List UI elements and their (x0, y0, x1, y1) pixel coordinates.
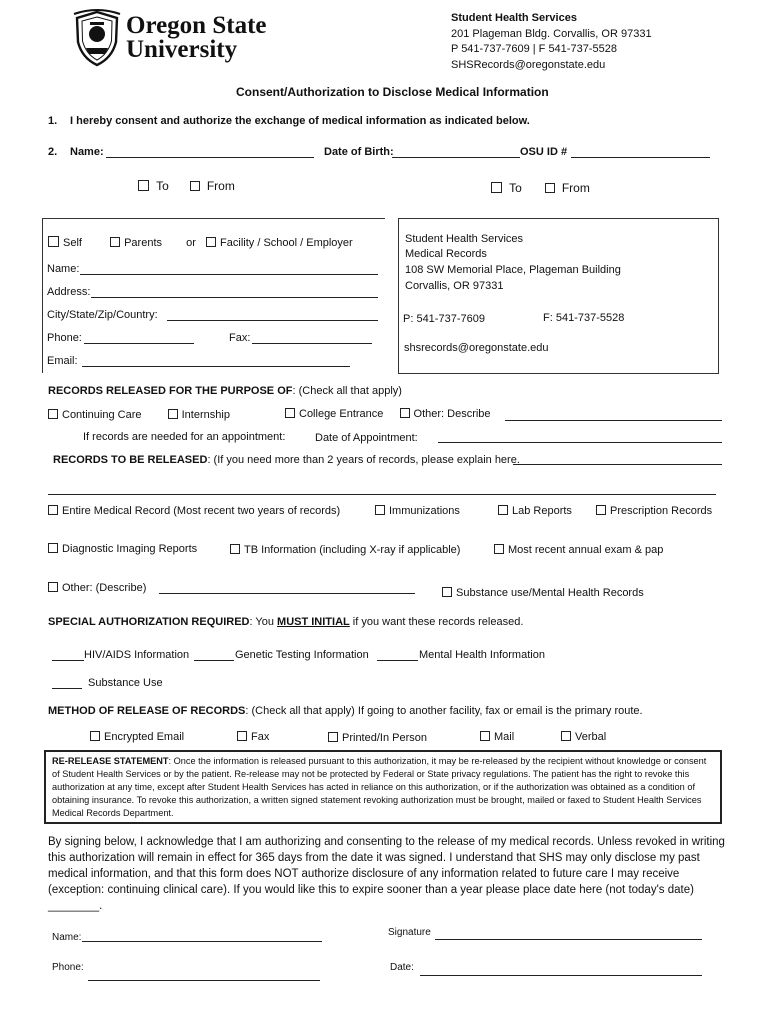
signature-label: Signature (388, 927, 431, 938)
substance-mh-checkbox[interactable] (442, 587, 452, 597)
recipient-address-line[interactable] (91, 297, 378, 298)
purpose-options (48, 409, 230, 421)
recipient-fax-label: Fax: (229, 332, 251, 344)
verbal-checkbox[interactable] (561, 731, 571, 741)
shs-email: SHSRecords@oregonstate.edu (451, 59, 606, 71)
substance-initial-line[interactable] (52, 688, 82, 689)
email-method-option (90, 731, 184, 743)
entire-record-checkbox[interactable] (48, 505, 58, 515)
special-auth-heading: SPECIAL AUTHORIZATION REQUIRED: You MUST INITIAL if you want these records released. (48, 616, 524, 628)
form-title: Consent/Authorization to Disclose Medical Information (236, 85, 549, 99)
college-entrance-label: College Entrance (299, 408, 384, 420)
university-logo-text: Oregon State University (126, 12, 267, 63)
purpose-heading: RECORDS RELEASED FOR THE PURPOSE OF: (Check all that apply) (48, 385, 402, 397)
shs-box-line1: Student Health Services (405, 233, 524, 245)
internship-checkbox[interactable] (168, 409, 178, 419)
annual-exam-label: Most recent annual exam & pap (508, 544, 664, 556)
college-entrance-option (285, 408, 491, 420)
immunizations-label: Immunizations (389, 505, 460, 517)
osu-id-label: OSU ID # (520, 146, 568, 158)
tb-label: TB Information (including X-ray if applicable) (244, 544, 461, 556)
shs-box-line3: 108 SW Memorial Place, Plageman Building (405, 264, 621, 276)
mail-checkbox[interactable] (480, 731, 490, 741)
shs-box-line4: Corvallis, OR 97331 (405, 280, 504, 292)
genetic-initial-line[interactable] (194, 660, 234, 661)
annual-exam-checkbox[interactable] (494, 544, 504, 554)
substance-mh-option (442, 587, 644, 599)
substance-label: Substance Use (88, 677, 163, 689)
verbal-method-option (561, 731, 606, 743)
shs-box-email: shsrecords@oregonstate.edu (404, 342, 549, 354)
appointment-note: If records are needed for an appointment: (83, 431, 286, 443)
lab-reports-checkbox[interactable] (498, 505, 508, 515)
tb-checkbox[interactable] (230, 544, 240, 554)
continuing-care-checkbox[interactable] (48, 409, 58, 419)
acknowledgement-text: By signing below, I acknowledge that I am authorizing and consenting to the release of my medical records. Unless revoked in writing this authorization will remain in effect for 365 days from the date it was signed. I understand that SHS may only disclose my past medical information, and that this form does NOT authorize disclosure of any information related to future care I may receive (exception: continuing clinical care). If you would like this to expire sooner than a year please place date here (not today's date) ________. (48, 836, 725, 912)
internship-label: Internship (181, 409, 230, 421)
shs-box-fax: F: 541-737-5528 (543, 312, 625, 324)
immunizations-checkbox[interactable] (375, 505, 385, 515)
printed-checkbox[interactable] (328, 732, 338, 742)
recipient-city-line[interactable] (167, 320, 378, 321)
sign-name-line[interactable] (82, 941, 322, 942)
records-explain-line-2[interactable] (48, 494, 716, 495)
prescription-checkbox[interactable] (596, 505, 606, 515)
from-left-label: From (206, 179, 235, 193)
self-checkbox[interactable] (48, 236, 59, 247)
other-records-option (48, 582, 146, 594)
imaging-option (48, 543, 197, 555)
dob-label: Date of Birth: (324, 146, 394, 158)
mental-label: Mental Health Information (419, 649, 545, 661)
item2-number: 2. (48, 146, 58, 158)
from-right-checkbox[interactable] (545, 183, 555, 193)
recipient-fax-line[interactable] (252, 343, 372, 344)
fax-label: Fax (251, 731, 270, 743)
shs-box-phone: P: 541-737-7609 (403, 313, 485, 325)
to-left-checkbox[interactable] (138, 180, 149, 191)
records-heading: RECORDS TO BE RELEASED: (If you need more than 2 years of records, please explain here. (53, 454, 520, 466)
hiv-label: HIV/AIDS Information (84, 649, 190, 661)
other-purpose-line[interactable] (505, 420, 722, 421)
other-purpose-label: Other: Describe (413, 408, 491, 420)
facility-checkbox[interactable] (206, 237, 216, 247)
recipient-phone-line[interactable] (84, 343, 194, 344)
sign-date-line[interactable] (420, 975, 702, 976)
recipient-type-row (48, 236, 353, 249)
encrypted-email-label: Encrypted Email (104, 731, 185, 743)
rerelease-statement: RE-RELEASE STATEMENT: Once the information is released pursuant to this authorization, it may be re-released by the recipient without knowledge or consent of Student Health Services or by the patient. Re-release may not be protected by Federal or State privacy regulations. The patient has the right to revoke this authorization at any time, except after Student Health Services has acted in reliance on this authorization, or if the authorization was obtained as a condition of obtaining insurance. To revoke this authorization, a written signed statement revoking authorization must be brought, mailed or faxed to Student Health Services Medical Records Department. (44, 750, 722, 824)
sign-name-label: Name: (52, 932, 82, 943)
to-from-right (491, 181, 590, 195)
hiv-initial-line[interactable] (52, 660, 84, 661)
from-right-label: From (561, 181, 590, 195)
recipient-name-label: Name: (47, 263, 80, 275)
sign-date-label: Date: (390, 962, 414, 973)
to-right-label: To (509, 181, 522, 195)
shs-phone-fax: P 541-737-7609 | F 541-737-5528 (451, 43, 617, 55)
sign-phone-label: Phone: (52, 962, 84, 973)
mail-label: Mail (494, 731, 515, 743)
item1-text: I hereby consent and authorize the exchange of medical information as indicated below. (70, 115, 530, 127)
parents-label: Parents (124, 237, 163, 249)
facility-label: Facility / School / Employer (220, 237, 353, 249)
or-label: or (186, 237, 196, 249)
other-records-checkbox[interactable] (48, 582, 58, 592)
recipient-email-line[interactable] (82, 366, 350, 367)
imaging-checkbox[interactable] (48, 543, 58, 553)
recipient-city-label: City/State/Zip/Country: (47, 309, 158, 321)
recipient-name-line[interactable] (80, 274, 378, 275)
annual-exam-option (494, 544, 663, 556)
encrypted-email-checkbox[interactable] (90, 731, 100, 741)
method-heading: METHOD OF RELEASE OF RECORDS: (Check all that apply) If going to another facility, fax or email is the primary route. (48, 705, 643, 717)
appointment-date-label: Date of Appointment: (315, 432, 418, 444)
to-right-checkbox[interactable] (491, 182, 502, 193)
shs-title: Student Health Services (451, 12, 577, 24)
entire-record-option (48, 505, 340, 517)
lab-reports-option (498, 505, 572, 517)
tb-option (230, 544, 460, 556)
signature-line[interactable] (435, 939, 702, 940)
mail-method-option (480, 731, 514, 743)
other-records-label: Other: (Describe) (62, 582, 147, 594)
immunizations-option (375, 505, 460, 517)
appointment-date-line[interactable] (438, 442, 722, 443)
verbal-label: Verbal (575, 731, 607, 743)
records-explain-line[interactable] (513, 464, 722, 465)
parents-checkbox[interactable] (110, 237, 120, 247)
sign-phone-line[interactable] (88, 980, 320, 981)
dob-input-line[interactable] (392, 157, 520, 158)
other-purpose-checkbox[interactable] (400, 408, 410, 418)
printed-method-option (328, 732, 427, 744)
recipient-phone-label: Phone: (47, 332, 82, 344)
prescription-option (596, 505, 712, 517)
to-from-left (138, 179, 235, 193)
other-records-line[interactable] (159, 593, 415, 594)
imaging-label: Diagnostic Imaging Reports (62, 543, 198, 555)
self-label: Self (63, 237, 82, 249)
fax-method-option (237, 731, 269, 743)
entire-record-label: Entire Medical Record (Most recent two years of records) (62, 505, 341, 517)
continuing-care-label: Continuing Care (62, 409, 142, 421)
substance-mh-label: Substance use/Mental Health Records (456, 587, 644, 599)
college-entrance-checkbox[interactable] (285, 408, 295, 418)
prescription-label: Prescription Records (610, 505, 713, 517)
from-left-checkbox[interactable] (190, 181, 200, 191)
shs-address: 201 Plageman Bldg. Corvallis, OR 97331 (451, 28, 652, 40)
osu-id-input-line[interactable] (571, 157, 710, 158)
genetic-label: Genetic Testing Information (235, 649, 369, 661)
shs-box-line2: Medical Records (405, 248, 487, 260)
recipient-address-label: Address: (47, 286, 91, 298)
fax-checkbox[interactable] (237, 731, 247, 741)
to-left-label: To (156, 179, 169, 193)
item1-number: 1. (48, 115, 58, 127)
printed-label: Printed/In Person (342, 732, 427, 744)
expiry-date-blank[interactable]: ________. (48, 900, 103, 912)
lab-reports-label: Lab Reports (512, 505, 572, 517)
name-input-line[interactable] (106, 157, 314, 158)
recipient-email-label: Email: (47, 355, 78, 367)
name-label: Name: (70, 146, 104, 158)
mental-initial-line[interactable] (377, 660, 418, 661)
beaver-shield-icon (72, 8, 122, 68)
